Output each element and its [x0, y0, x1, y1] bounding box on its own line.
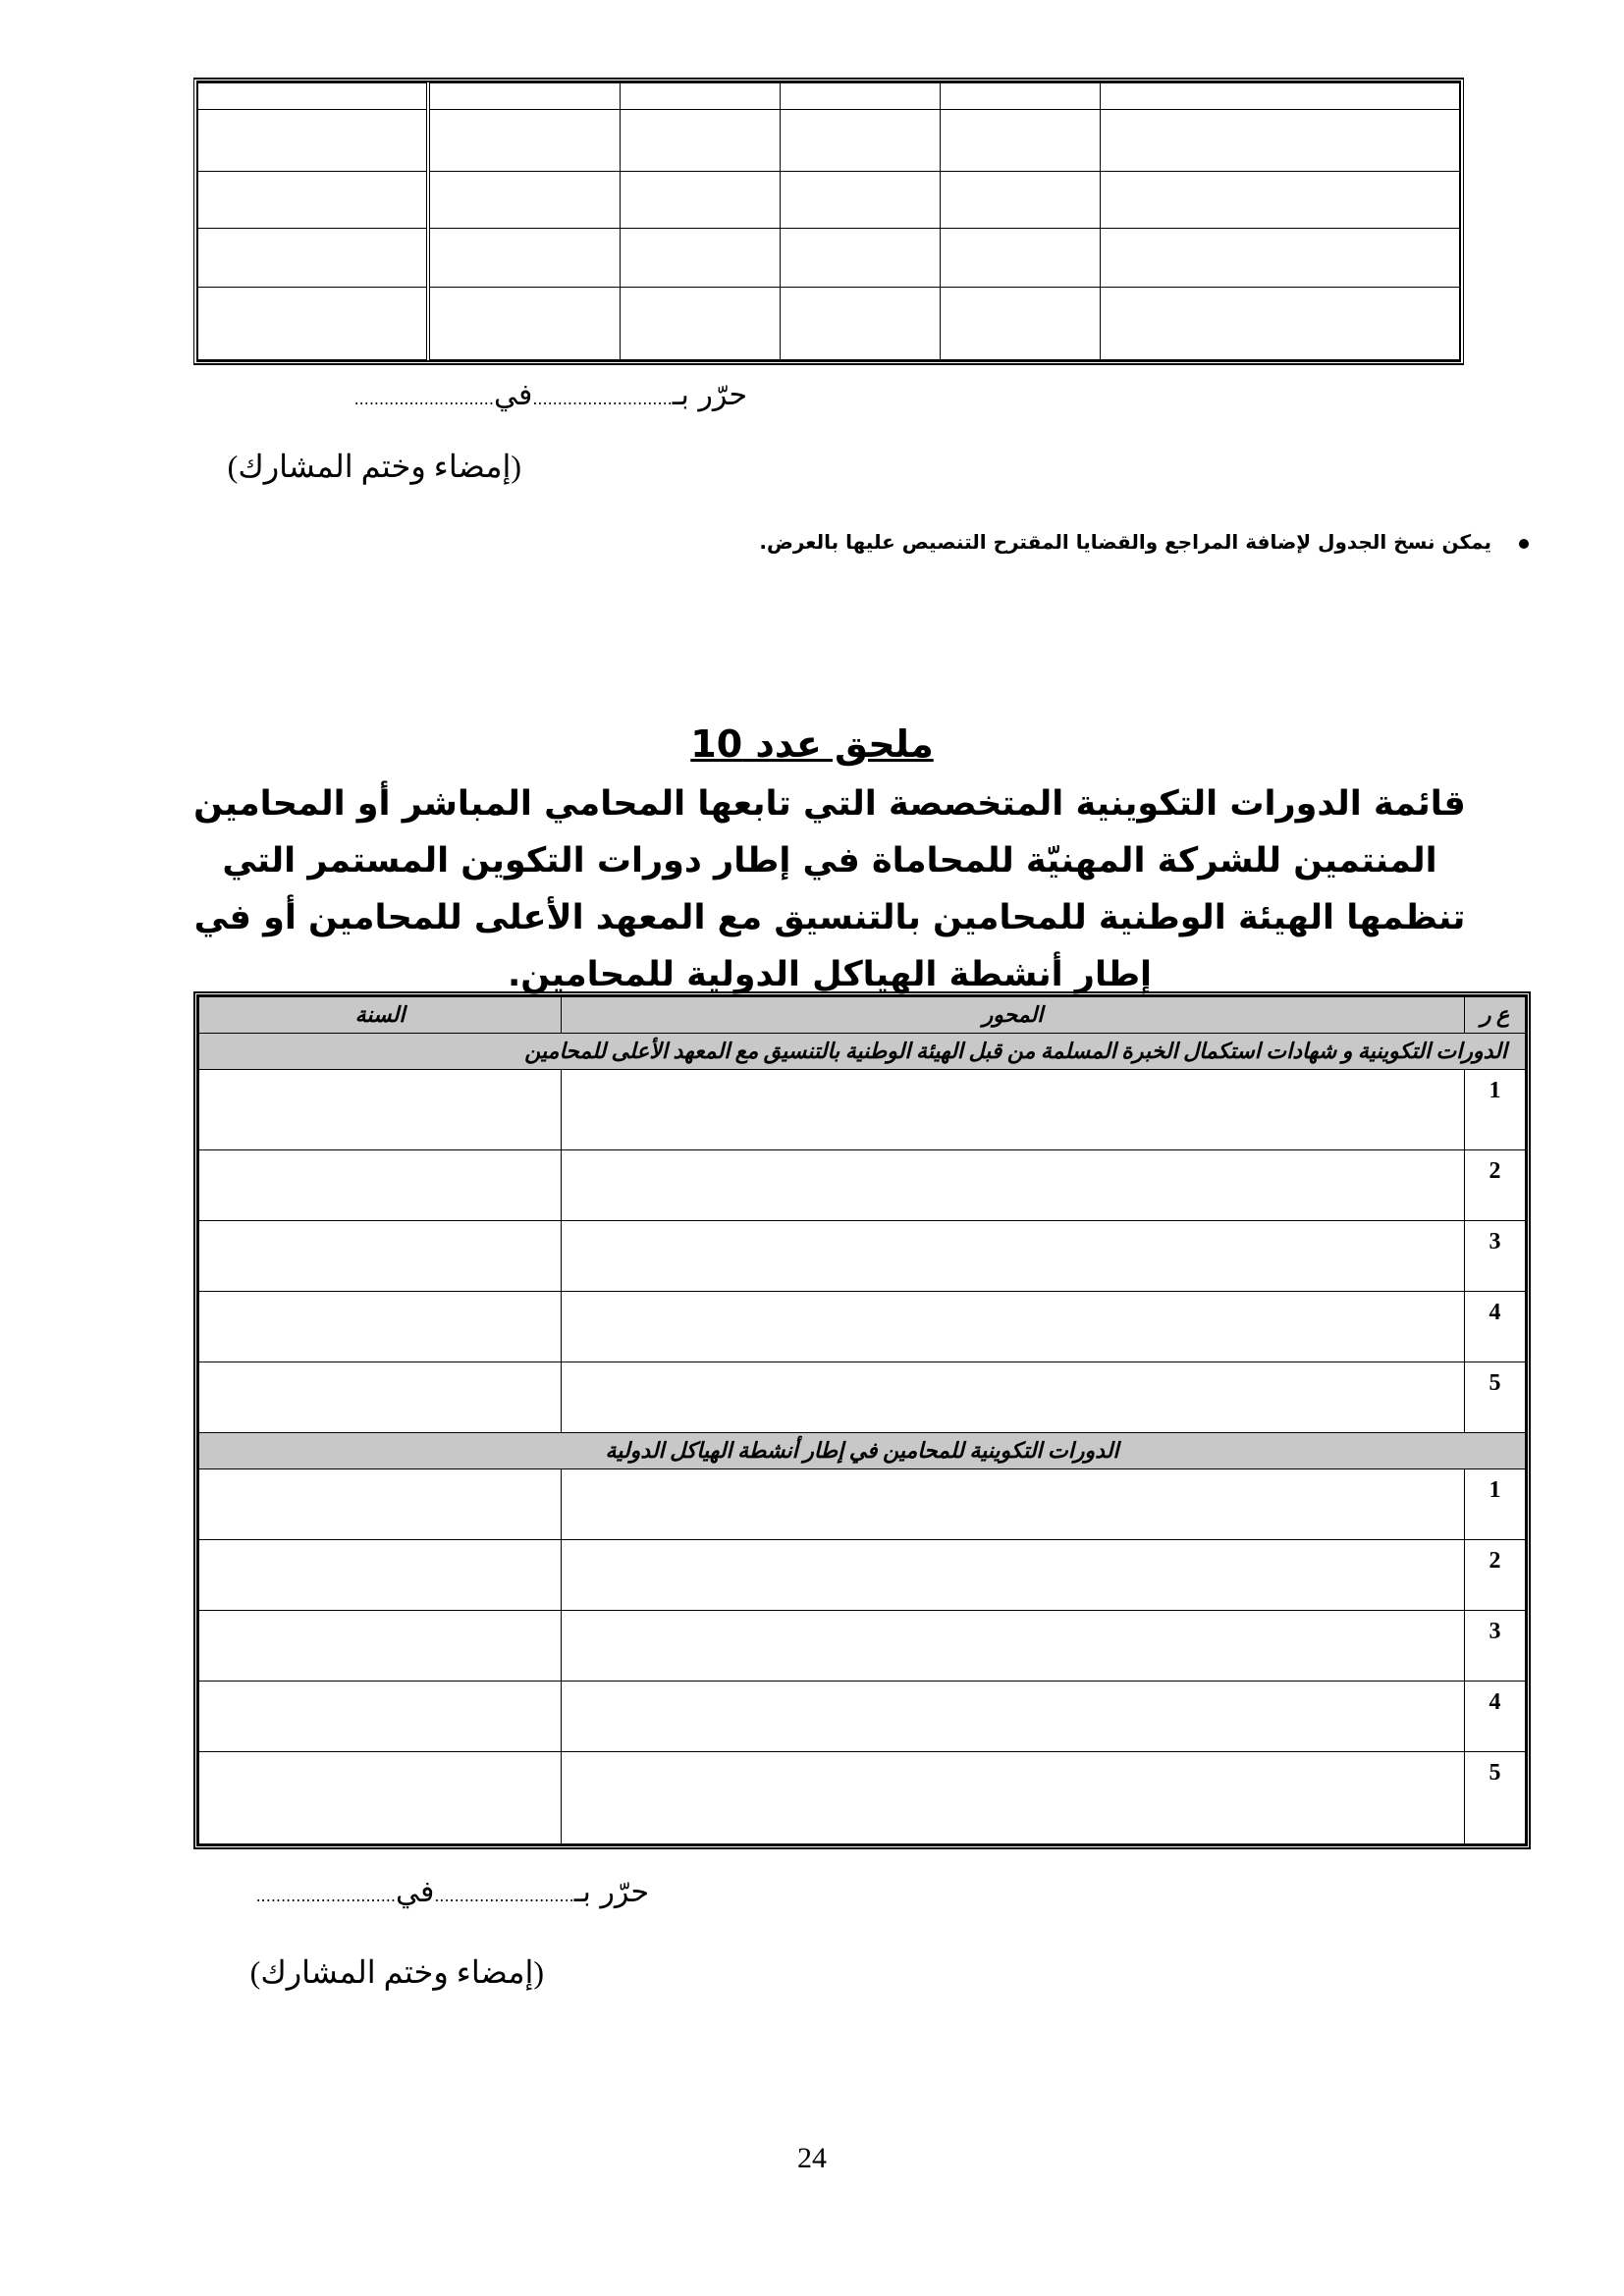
row-number: 2	[1465, 1540, 1526, 1611]
row-number: 3	[1465, 1221, 1526, 1292]
table-row	[199, 1682, 1526, 1752]
date-dots: ............................	[255, 1887, 396, 1905]
table-header-row	[199, 997, 1526, 1034]
header-year: السنة	[199, 997, 562, 1034]
table-row	[199, 1752, 1526, 1844]
training-courses-table	[193, 991, 1531, 1849]
date-dots: ............................	[353, 390, 494, 408]
top-empty-table	[193, 78, 1464, 365]
section-row	[199, 1034, 1526, 1070]
table-row	[199, 1150, 1526, 1221]
header-num: ع ر	[1465, 997, 1526, 1034]
row-number: 1	[1465, 1070, 1526, 1150]
table-row	[199, 1070, 1526, 1150]
row-number: 4	[1465, 1292, 1526, 1362]
table-row	[199, 1221, 1526, 1292]
annex-title: ملحق عدد 10	[690, 722, 934, 766]
written-at-label: حرّر بـ	[672, 378, 747, 412]
table-row	[199, 1362, 1526, 1433]
row-number: 3	[1465, 1611, 1526, 1682]
header-axis: المحور	[562, 997, 1465, 1034]
section2-title: الدورات التكوينية للمحامين في إطار أنشطة الهياكل الدولية	[199, 1433, 1526, 1469]
written-at-line-2	[256, 1875, 649, 1909]
section1-title: الدورات التكوينية و شهادات استكمال الخبرة المسلمة من قبل الهيئة الوطنية بالتنسيق مع المعهد الأعلى للمحامين	[199, 1034, 1526, 1070]
bullet-icon	[1519, 539, 1529, 549]
table-row	[199, 1292, 1526, 1362]
on-label: في	[395, 1875, 435, 1909]
page-number: 24	[797, 2142, 827, 2174]
table-row	[199, 1469, 1526, 1540]
table-note	[759, 530, 1529, 554]
on-label: في	[493, 378, 533, 412]
place-dots: ............................	[434, 1887, 574, 1905]
participant-signature: (إمضاء وختم المشارك)	[227, 449, 521, 484]
place-dots: ............................	[532, 390, 673, 408]
note-text: يمكن نسخ الجدول لإضافة المراجع والقضايا المقترح التنصيص عليها بالعرض.	[759, 530, 1491, 554]
row-number: 5	[1465, 1752, 1526, 1844]
row-number: 2	[1465, 1150, 1526, 1221]
row-number: 5	[1465, 1362, 1526, 1433]
row-number: 1	[1465, 1469, 1526, 1540]
participant-signature-2: (إمضاء وختم المشارك)	[249, 1954, 544, 1990]
written-at-line	[354, 378, 747, 412]
table-row	[199, 1611, 1526, 1682]
row-number: 4	[1465, 1682, 1526, 1752]
section-row	[199, 1433, 1526, 1469]
written-at-label: حرّر بـ	[573, 1875, 649, 1909]
table-row	[199, 1540, 1526, 1611]
annex-subtitle: قائمة الدورات التكوينية المتخصصة التي تابعها المحامي المباشر أو المحامين المنتمين للشركة المهنيّة للمحاماة في إطار دورات التكوين المستمر التي تنظمها الهيئة الوطنية للمحامين بالتنسيق مع المعهد الأعلى للمحامين أو في إطار أنشطة الهياكل الدولية للمحامين.	[193, 784, 1466, 994]
